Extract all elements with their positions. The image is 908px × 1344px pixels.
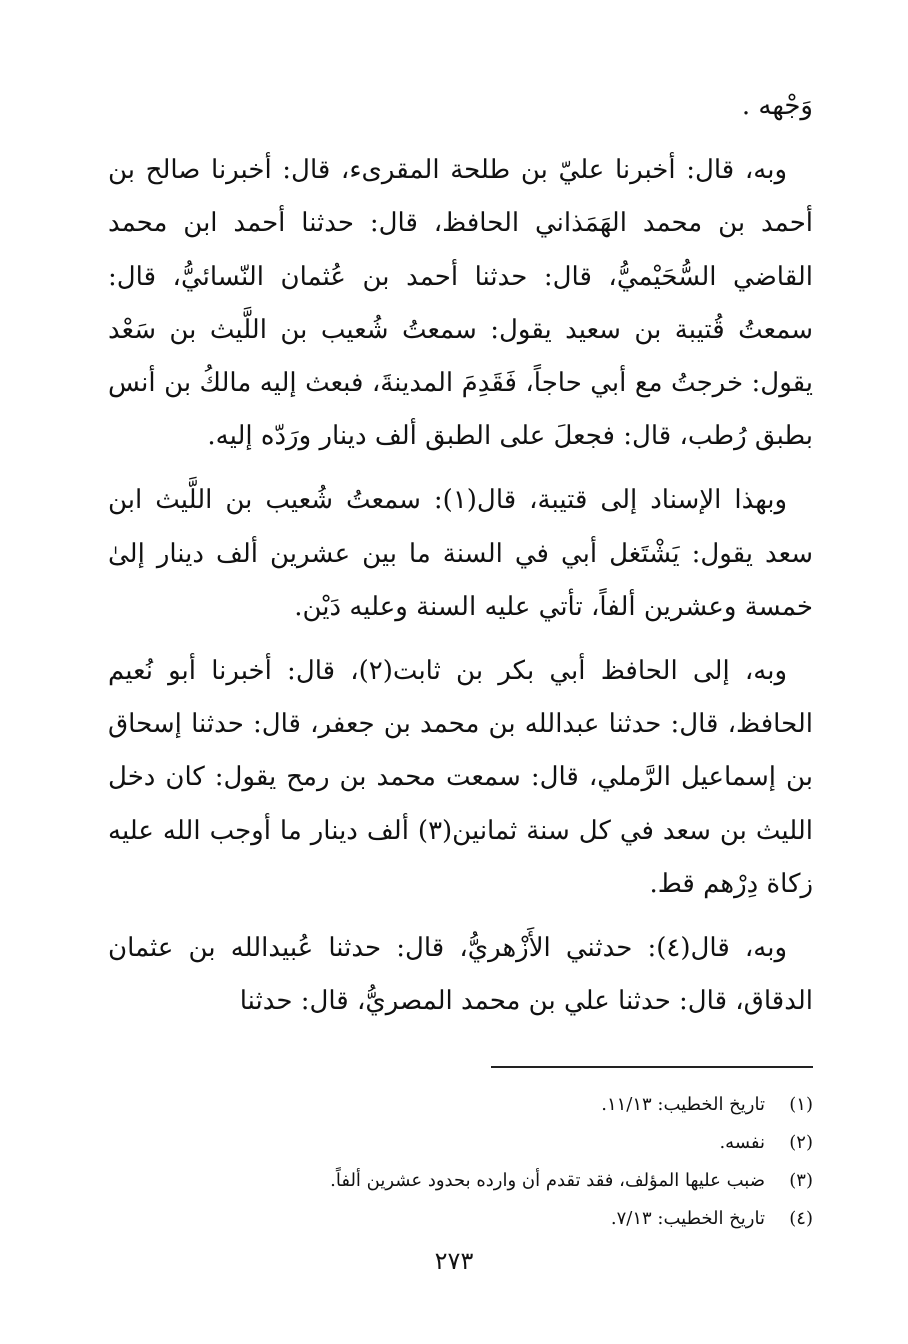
text-line: وبه، إلى الحافظ أبي بكر بن ثابت(٢)، قال: أخبرنا أبو نُعيم <box>108 656 788 687</box>
paragraph-5 <box>108 922 813 1028</box>
footnote-text: نفسه. <box>719 1132 765 1153</box>
text-line: كان دخل الليث بن سعد في كل سنة ثمانين(٣) ألف دينار ما أوجب <box>108 762 813 846</box>
text-line: وبهذا الإسناد إلى قتيبة، قال(١): سمعتُ شُعيب بن اللَّيث <box>155 485 788 516</box>
paragraph-2 <box>108 144 813 463</box>
text-line: صالح بن أحمد بن محمد الهَمَذاني الحافظ، قال: حدثنا أحمد <box>108 155 814 239</box>
footnotes <box>213 1086 813 1238</box>
footnote-number: (٣) <box>789 1170 813 1191</box>
paragraph-4 <box>108 645 813 911</box>
footnote-number: (٤) <box>789 1208 813 1229</box>
footnote-divider <box>491 1066 813 1068</box>
text-line: النّسائيُّ، قال: سمعتُ قُتيبة بن سعيد يقول: سمعتُ شُعيب بن <box>108 261 814 345</box>
footnote-2 <box>213 1124 813 1162</box>
paragraph-3 <box>108 474 813 634</box>
text-line: إلىٰ خمسة وعشرين ألفاً، تأتي عليه السنة وعليه دَيْن. <box>108 538 813 622</box>
text-line: إسحاق بن إسماعيل الرَّملي، قال: سمعت محمد بن رمح يقول: <box>108 709 814 793</box>
text-line: إليه مالكُ بن أنس بطبق رُطب، قال: فجعلَ على الطبق ألف دينار <box>108 368 813 452</box>
text-line: ابن سعد يقول: يَشْتَغل أبي في السنة ما بين عشرين ألف دينار <box>108 485 814 569</box>
text-line: الحافظ، قال: حدثنا عبدالله بن محمد بن جعفر، قال: حدثنا <box>191 709 813 740</box>
footnote-3 <box>213 1162 813 1200</box>
footnote-number: (٢) <box>789 1132 813 1153</box>
footnote-text: تاريخ الخطيب: ١١/١٣. <box>601 1094 765 1115</box>
footnote-text: تاريخ الخطيب: ٧/١٣. <box>610 1208 765 1229</box>
main-text <box>108 80 813 1039</box>
text-line: وبه، قال(٤): حدثني الأَزْهريُّ، قال: حدثنا عُبيدالله بن <box>188 933 788 964</box>
text-line: اللَّيث بن سَعْد يقول: خرجتُ مع أبي حاجاً، فَقَدِمَ المدينةَ، فبعث <box>108 314 814 399</box>
paragraph-1 <box>108 80 813 133</box>
page-number: ٢٧٣ <box>434 1247 474 1275</box>
text-line: وبه، قال: أخبرنا عليّ بن طلحة المقرىء، قال: أخبرنا <box>211 155 787 186</box>
footnote-number: (١) <box>789 1094 813 1115</box>
footnote-1 <box>213 1086 813 1124</box>
footnote-text: ضبب عليها المؤلف، فقد تقدم أن وارده بحدود عشرين ألفاً. <box>330 1170 765 1191</box>
footnote-4 <box>213 1200 813 1238</box>
text-line: وَجْهه . <box>741 91 813 121</box>
text-line: ورَدّه إليه. <box>207 421 312 452</box>
text-line: عثمان الدقاق، قال: حدثنا علي بن محمد المصريُّ، قال: حدثنا <box>108 933 813 1017</box>
text-line: ابن محمد القاضي السُّحَيْميُّ، قال: حدثنا أحمد بن عُثمان <box>108 208 814 292</box>
text-line: الله عليه زكاة دِرْهم قط. <box>108 815 813 899</box>
